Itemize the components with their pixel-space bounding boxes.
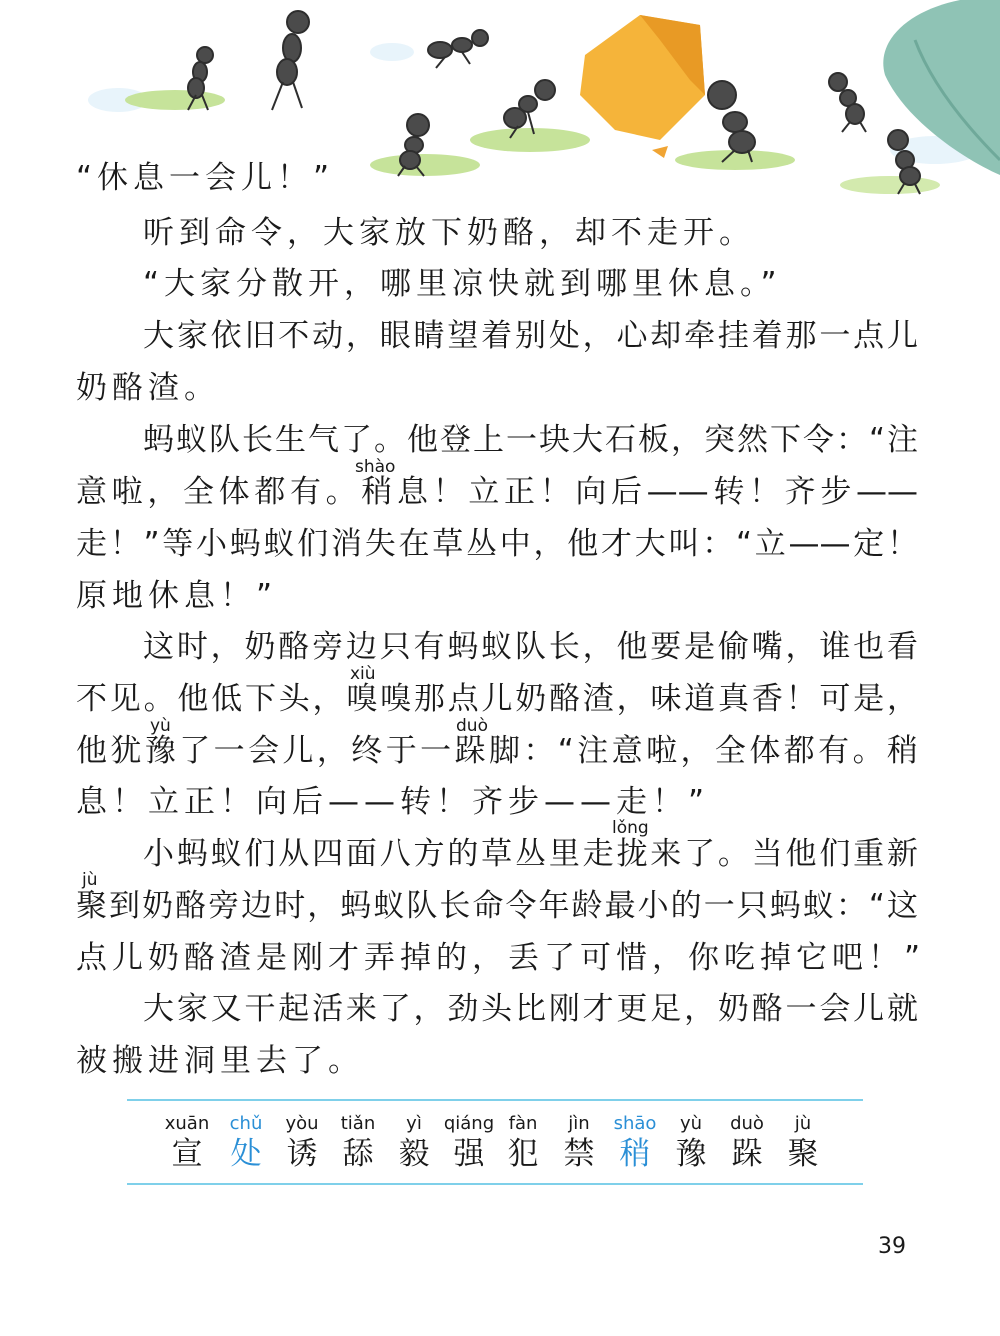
vocab-pinyin: xuān bbox=[164, 1113, 210, 1134]
ruby-annotation: shào bbox=[355, 457, 396, 477]
ant-figure bbox=[829, 73, 866, 132]
vocab-pinyin: yù bbox=[679, 1113, 703, 1134]
text-line: 蚂蚁队长生气了。他登上一块大石板，突然下令：“注 bbox=[143, 422, 918, 458]
vocab-pinyin: yòu bbox=[285, 1113, 319, 1134]
vocab-pinyin: qiáng bbox=[443, 1113, 495, 1134]
vocab-character-highlighted bbox=[218, 1101, 274, 1172]
vocab-pinyin: jìn bbox=[568, 1113, 590, 1134]
vocab-hanzi: 处 bbox=[230, 1136, 262, 1172]
ant-figure bbox=[428, 30, 488, 68]
vocab-pinyin: duò bbox=[730, 1113, 764, 1134]
text-line: 走！”等小蚂蚁们消失在草丛中，他才大叫：“立——定！ bbox=[76, 526, 918, 562]
text-line: 意啦，全体都有。稍息！立正！向后——转！齐步—— bbox=[76, 474, 918, 510]
vocab-hanzi: 诱 bbox=[286, 1136, 318, 1172]
vocab-hanzi: 稍 bbox=[619, 1136, 651, 1172]
ruby-annotation: xiù bbox=[350, 664, 376, 684]
text-line: 小蚂蚁们从四面八方的草丛里走拢来了。当他们重新 bbox=[143, 836, 918, 872]
vocab-hanzi: 宣 bbox=[171, 1136, 203, 1172]
vocab-character bbox=[274, 1101, 330, 1172]
vocab-hanzi: 强 bbox=[453, 1136, 485, 1172]
ant-figure bbox=[272, 11, 309, 110]
vocab-character bbox=[551, 1101, 607, 1172]
grass-patch bbox=[470, 128, 590, 152]
vocab-hanzi: 犯 bbox=[507, 1136, 539, 1172]
vocab-pinyin: yì bbox=[406, 1113, 422, 1134]
text-line: 聚到奶酪旁边时，蚂蚁队长命令年龄最小的一只蚂蚁：“这 bbox=[76, 888, 918, 924]
vocab-pinyin: tiǎn bbox=[340, 1113, 376, 1134]
vocab-character bbox=[495, 1101, 551, 1172]
grass-patch bbox=[125, 90, 225, 110]
text-line: 这时，奶酪旁边只有蚂蚁队长，他要是偷嘴，谁也看 bbox=[143, 629, 918, 665]
cheese-crumb bbox=[652, 146, 668, 158]
vocab-character bbox=[663, 1101, 719, 1172]
vocab-character bbox=[441, 1101, 497, 1172]
text-line: 点儿奶酪渣是刚才弄掉的，丢了可惜，你吃掉它吧！” bbox=[76, 940, 926, 976]
vocab-pinyin: jù bbox=[794, 1113, 812, 1134]
text-line: 被搬进洞里去了。 bbox=[76, 1043, 364, 1079]
vocab-hanzi: 舔 bbox=[342, 1136, 374, 1172]
vocabulary-band bbox=[127, 1099, 863, 1185]
vocab-pinyin: chǔ bbox=[229, 1113, 263, 1134]
text-line: “大家分散开，哪里凉快就到哪里休息。” bbox=[143, 266, 782, 302]
vocab-character bbox=[719, 1101, 775, 1172]
vocab-pinyin: shāo bbox=[613, 1113, 657, 1134]
text-line: 奶酪渣。 bbox=[76, 370, 220, 406]
text-line: 大家依旧不动，眼睛望着别处，心却牵挂着那一点儿 bbox=[143, 318, 918, 354]
ruby-annotation: yù bbox=[150, 716, 171, 736]
page-number: 39 bbox=[878, 1234, 906, 1259]
vocab-hanzi: 豫 bbox=[675, 1136, 707, 1172]
vocab-hanzi: 聚 bbox=[787, 1136, 819, 1172]
vocab-character bbox=[330, 1101, 386, 1172]
text-line: 不见。他低下头，嗅嗅那点儿奶酪渣，味道真香！可是， bbox=[76, 681, 918, 717]
cloud-shape bbox=[370, 43, 414, 61]
vocab-character bbox=[386, 1101, 442, 1172]
vocab-hanzi: 跺 bbox=[731, 1136, 763, 1172]
vocab-character bbox=[775, 1101, 831, 1172]
ant-figure bbox=[708, 81, 755, 162]
text-line: 大家又干起活来了，劲头比刚才更足，奶酪一会儿就 bbox=[143, 991, 918, 1027]
vocab-character-highlighted bbox=[607, 1101, 663, 1172]
text-line: 听到命令，大家放下奶酪，却不走开。 bbox=[143, 215, 755, 251]
vocab-hanzi: 禁 bbox=[563, 1136, 595, 1172]
ruby-annotation: jù bbox=[82, 870, 98, 890]
ruby-annotation: duò bbox=[456, 716, 488, 736]
text-line: 息！立正！向后——转！齐步——走！” bbox=[76, 784, 710, 820]
vocab-hanzi: 毅 bbox=[398, 1136, 430, 1172]
text-line: 他犹豫了一会儿，终于一跺脚：“注意啦，全体都有。稍 bbox=[76, 733, 918, 769]
text-line: 原地休息！” bbox=[76, 578, 278, 614]
ruby-annotation: lǒng bbox=[612, 818, 649, 838]
vocab-pinyin: fàn bbox=[508, 1113, 538, 1134]
text-line: “休息一会儿！” bbox=[76, 160, 335, 196]
vocab-character bbox=[159, 1101, 215, 1172]
